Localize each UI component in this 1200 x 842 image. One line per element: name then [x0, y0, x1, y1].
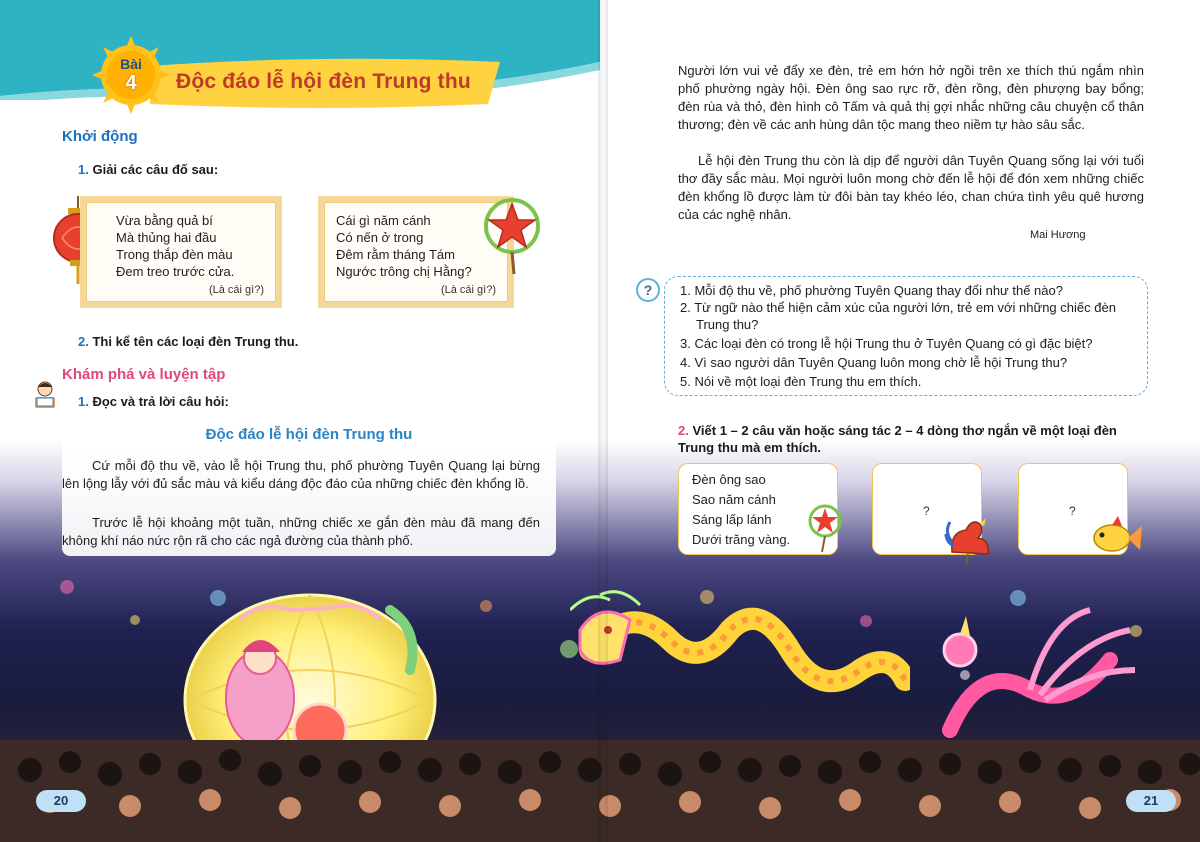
explore-heading: Khám phá và luyện tập [62, 366, 226, 383]
task-text: Giải các câu đố sau: [92, 162, 219, 177]
task-number: 2. [678, 423, 689, 438]
riddle-line: Có nến ở trong [336, 230, 424, 245]
fish-lantern-icon [1090, 516, 1142, 556]
reading-paragraph-4: Lễ hội đèn Trung thu còn là dịp để người dân Tuyên Quang sống lại với tuổi thơ đầy sắc màu. Mọi người luôn mong chờ đến lễ hội để đón xem những chiếc đèn khổng lồ được làm từ đôi bàn tay khéo léo, chan chứa tình yêu quê hương của các nghệ nhân. [678, 153, 1144, 222]
riddle-2-text [336, 212, 472, 280]
riddle-line: Mà thủng hai đầu [116, 230, 217, 245]
warmup-heading: Khởi động [62, 128, 138, 145]
riddle-line: Trong thắp đèn màu [116, 247, 233, 262]
task-3-instruction [78, 394, 229, 409]
poem-line: Sao năm cánh [692, 492, 776, 507]
task-2-instruction [78, 334, 298, 349]
question-item-continuation: Trung thu? [696, 317, 759, 332]
riddle-line: Đem treo trước cửa. [116, 264, 235, 279]
answer-placeholder: ? [1069, 504, 1076, 518]
riddle-line: Đêm rằm tháng Tám [336, 247, 455, 262]
answer-placeholder: ? [923, 504, 930, 518]
riddle-line: Cái gì năm cánh [336, 213, 431, 228]
phoenix-lantern [920, 600, 1140, 750]
question-item: 5. Nói về một loại đèn Trung thu em thích. [680, 374, 922, 389]
lesson-label: Bài [120, 56, 142, 72]
riddle-1-text [116, 212, 234, 280]
task-number: 2. [78, 334, 89, 349]
task-text: Thi kể tên các loại đèn Trung thu. [92, 334, 299, 349]
poem-line: Sáng lấp lánh [692, 512, 772, 527]
task-text: Viết 1 – 2 câu văn hoặc sáng tác 2 – 4 dòng thơ ngắn về một loại đèn [692, 423, 1117, 438]
task-1-instruction [78, 162, 218, 177]
reading-title: Độc đáo lễ hội đèn Trung thu [205, 426, 413, 443]
dragon-lantern [570, 590, 910, 760]
task-number: 1. [78, 394, 89, 409]
reading-child-icon [30, 380, 60, 410]
book-gutter [598, 0, 608, 842]
poem-line: Đèn ông sao [692, 472, 766, 487]
reading-paragraph-3: Người lớn vui vẻ đẩy xe đèn, trẻ em hớn hở ngồi trên xe thích thú ngắm nhìn phố phường ngày hội. Đèn ông sao rực rỡ, đèn rồng, đèn phượng bay bổng; đèn rùa và thỏ, đèn hình cô Tấm và quả thị gợi nhắc những câu chuyện cổ thân thương; đèn về các anh hùng dân tộc mang theo niềm tự hào sâu sắc. [678, 63, 1144, 132]
question-item: 3. Các loại đèn có trong lễ hội Trung thu ở Tuyên Quang có gì đặc biệt? [680, 336, 1093, 351]
question-item: 4. Vì sao người dân Tuyên Quang luôn mong chờ lễ hội Trung thu? [680, 355, 1068, 370]
star-lantern-icon [484, 198, 542, 274]
author-name: Mai Hương [1030, 229, 1086, 241]
task-text: Trung thu mà em thích. [678, 440, 822, 455]
question-item: 2. Từ ngữ nào thể hiện cảm xúc của người lớn, trẻ em với những chiếc đèn [680, 300, 1116, 315]
poem-line: Dưới trăng vàng. [692, 532, 791, 547]
task-text: Đọc và trả lời câu hỏi: [92, 394, 229, 409]
page-number-left: 20 [36, 790, 86, 812]
riddle-line: Ngước trông chị Hằng? [336, 264, 472, 279]
rooster-lantern-icon [944, 512, 996, 564]
sample-poem [692, 470, 790, 550]
riddle-card-1 [80, 196, 282, 308]
task-number: 1. [78, 162, 89, 177]
reading-paragraph-1: Cứ mỗi độ thu về, vào lễ hội Trung thu, phố phường Tuyên Quang lại bừng lên lộng lẫy với đủ sắc màu và kiểu dáng độc đáo của những chiếc đèn khổng lồ. [62, 458, 540, 491]
riddle-question: (Là cái gì?) [440, 284, 496, 296]
reading-paragraph-2: Trước lễ hội khoảng một tuần, những chiếc xe gắn đèn màu đã mang đến không khí náo nức rộn rã cho các ngả đường của thành phố. [62, 515, 540, 548]
lesson-title: Độc đáo lễ hội đèn Trung thu [176, 70, 471, 93]
star-lantern-icon [808, 504, 842, 552]
riddle-line: Vừa bằng quả bí [116, 213, 213, 228]
page-number-right: 21 [1126, 790, 1176, 812]
lesson-number: 4 [125, 72, 137, 94]
riddle-question: (Là cái gì?) [208, 284, 264, 296]
question-mark-icon: ? [636, 278, 660, 302]
writing-task-instruction [678, 422, 1158, 456]
question-item: 1. Mỗi độ thu về, phố phường Tuyên Quang thay đổi như thế nào? [680, 283, 1063, 298]
